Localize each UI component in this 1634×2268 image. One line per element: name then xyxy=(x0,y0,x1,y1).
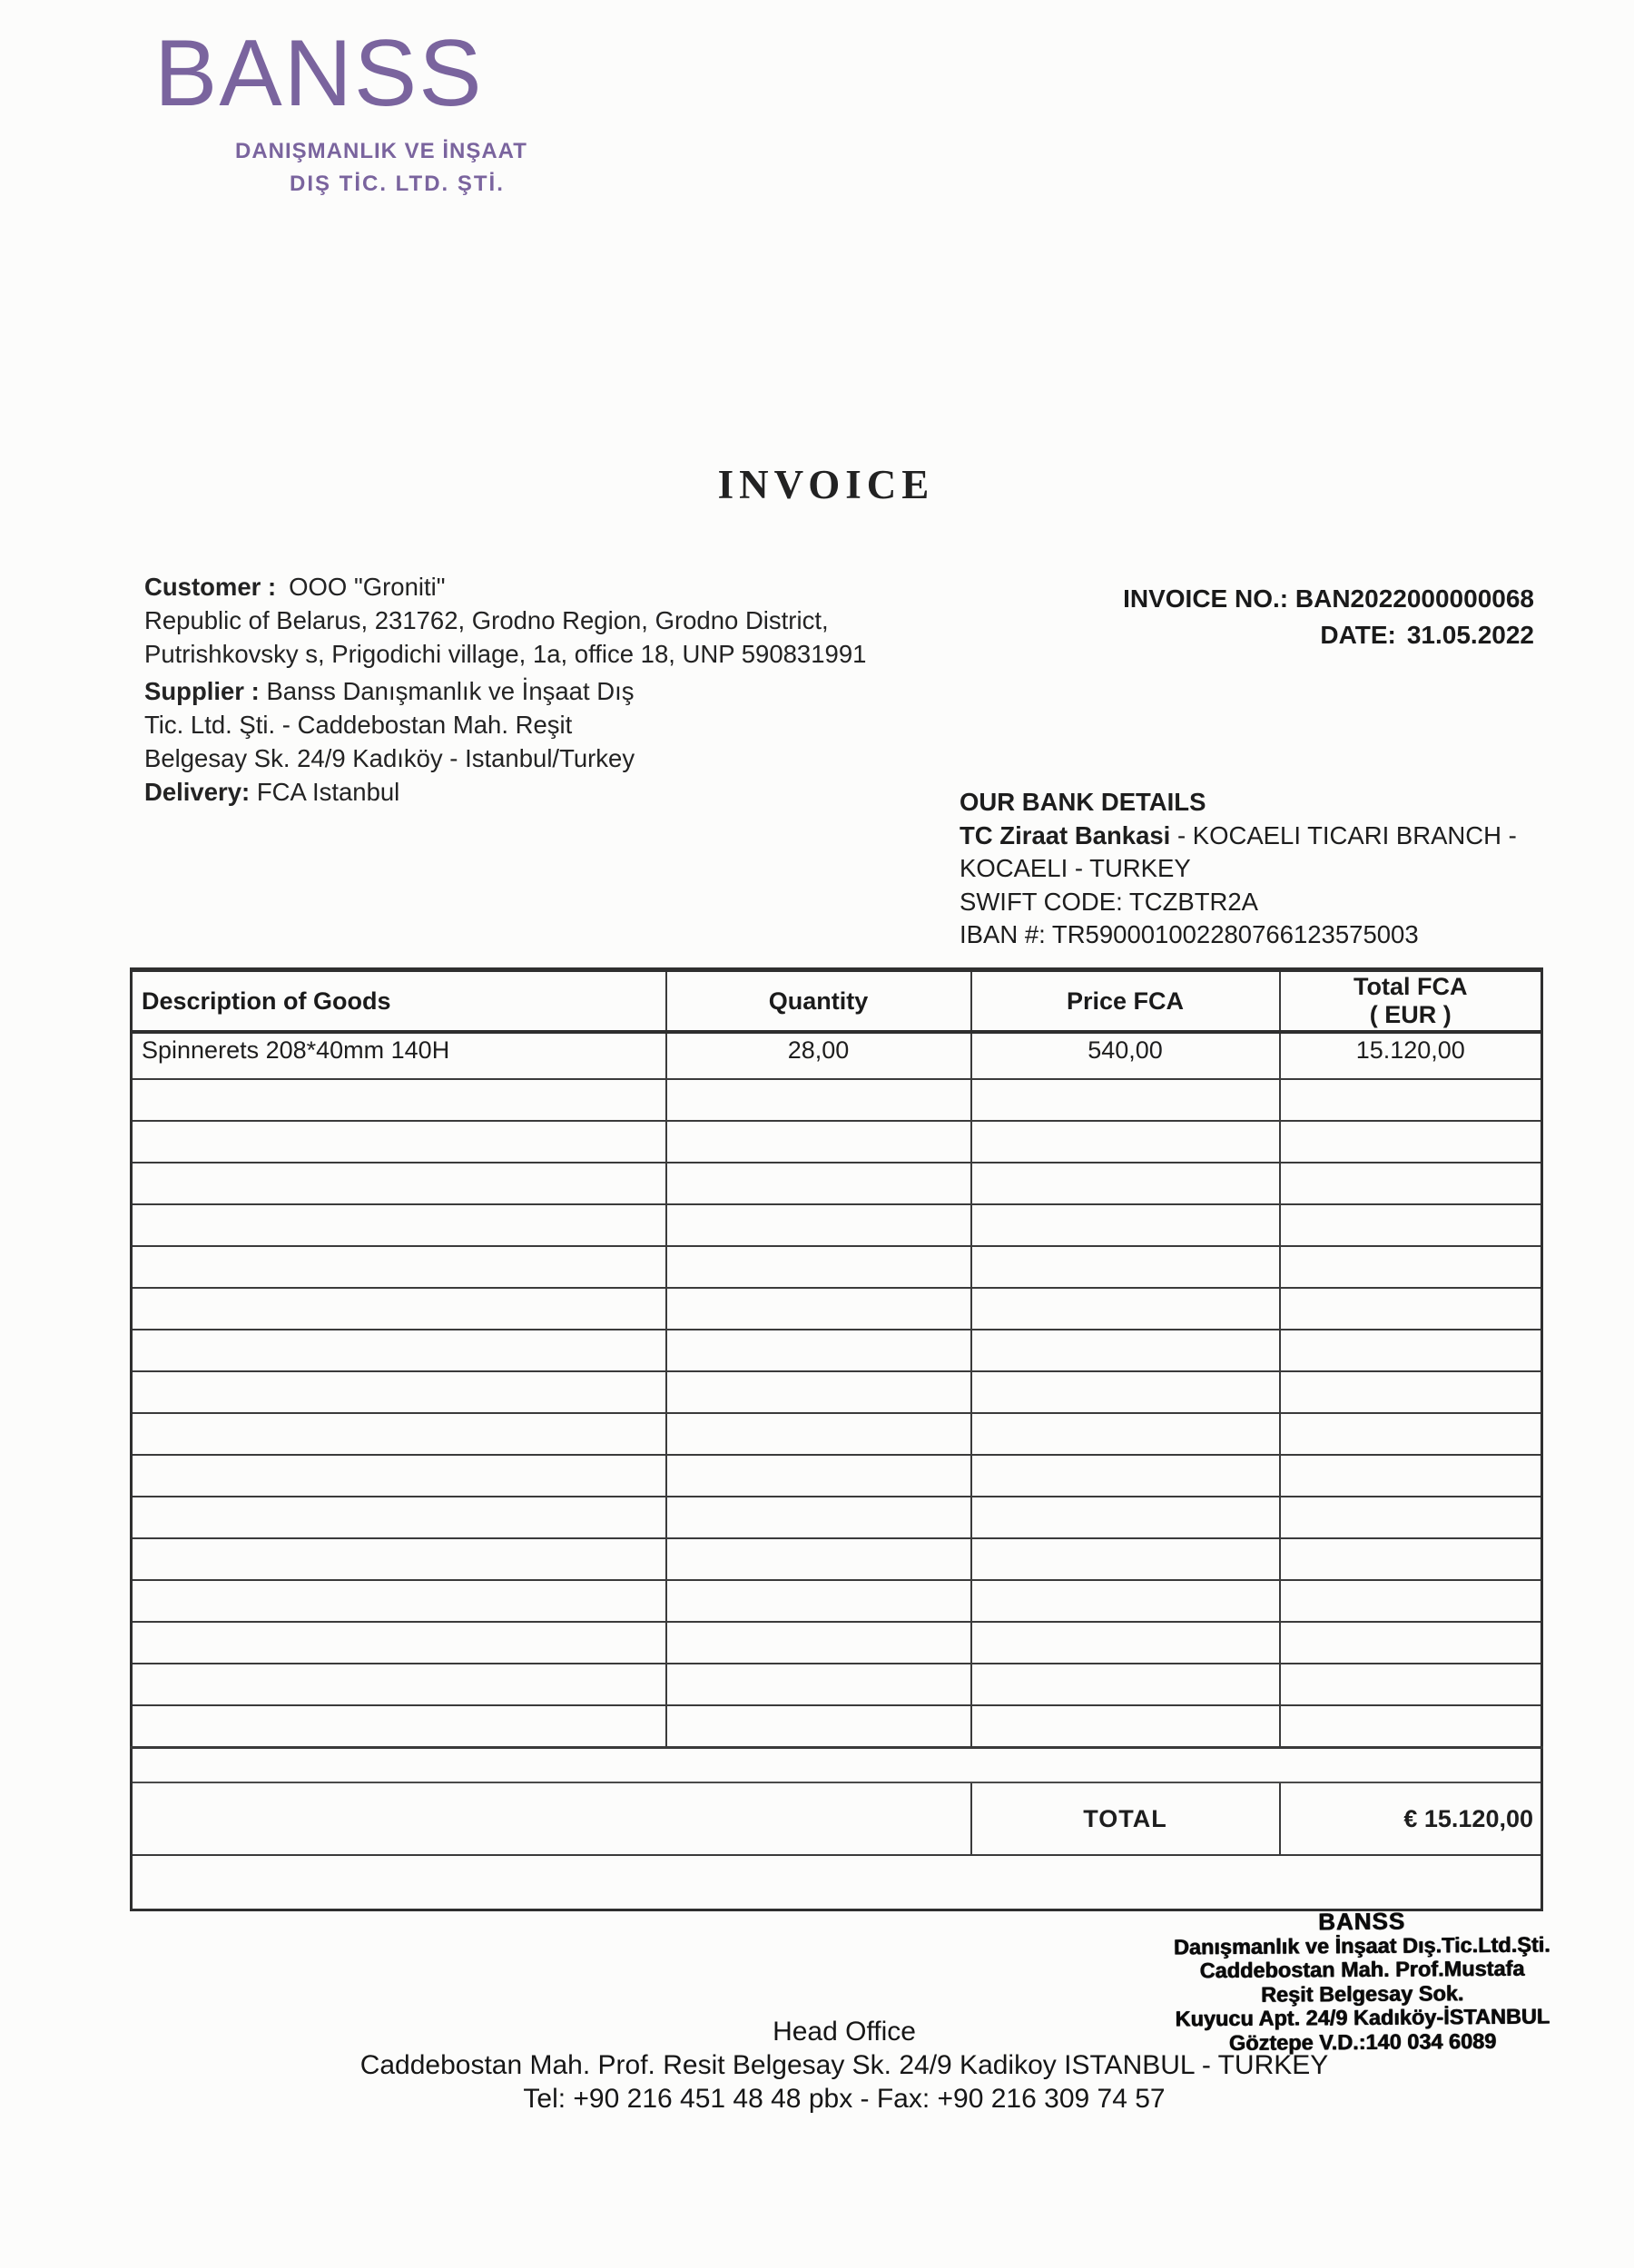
stamp-line: Caddebostan Mah. Prof.Mustafa xyxy=(1199,1956,1525,1983)
supplier-address-line2: Tic. Ltd. Şti. - Caddebostan Mah. Reşit xyxy=(144,711,573,739)
table-total-row xyxy=(132,1782,1542,1855)
table-empty-row xyxy=(132,1538,1542,1580)
bank-name: TC Ziraat Bankasi xyxy=(960,820,1171,849)
header-description: Description of Goods xyxy=(132,970,666,1033)
table-empty-cell xyxy=(666,1121,971,1163)
goods-quantity-cell: 28,00 xyxy=(666,1032,971,1079)
table-empty-cell xyxy=(132,1622,666,1664)
invoice-meta-block xyxy=(1123,581,1534,653)
table-empty-cell xyxy=(132,1246,666,1288)
goods-table xyxy=(130,967,1543,1911)
bank-name-line xyxy=(960,820,1517,853)
table-empty-cell xyxy=(1280,1538,1542,1580)
table-empty-cell xyxy=(132,1580,666,1622)
footer-address: Caddebostan Mah. Prof. Resit Belgesay Sk. 24/9 Kadikoy ISTANBUL - TURKEY xyxy=(359,2050,1329,2080)
footer-block xyxy=(27,2015,1634,2116)
bank-branch: - KOCAELI TICARI BRANCH - xyxy=(1170,820,1517,849)
table-empty-row xyxy=(132,1371,1542,1413)
bank-details-block xyxy=(960,786,1517,952)
goods-table-header xyxy=(132,970,1542,1033)
table-empty-cell xyxy=(666,1455,971,1497)
logo-subtitle-line2: DIŞ TİC. LTD. ŞTİ. xyxy=(290,172,505,196)
table-empty-cell xyxy=(666,1413,971,1455)
invoice-date-line xyxy=(1123,617,1534,653)
table-empty-row xyxy=(132,1288,1542,1330)
bank-swift-line: SWIFT CODE: TCZBTR2A xyxy=(960,887,1259,916)
total-value-cell: € 15.120,00 xyxy=(1280,1782,1542,1855)
supplier-address-line3: Belgesay Sk. 24/9 Kadıköy - Istanbul/Turkey xyxy=(144,744,635,772)
table-empty-cell xyxy=(1280,1204,1542,1246)
table-empty-cell xyxy=(666,1705,971,1748)
table-empty-cell xyxy=(1280,1455,1542,1497)
table-empty-cell xyxy=(132,1664,666,1705)
table-empty-row xyxy=(132,1705,1542,1748)
footer-title: Head Office xyxy=(773,2017,916,2047)
header-total-line2: ( EUR ) xyxy=(1369,1001,1452,1028)
table-empty-cell xyxy=(971,1079,1280,1121)
table-empty-cell xyxy=(1280,1163,1542,1204)
table-empty-row xyxy=(132,1079,1542,1121)
invoice-number-value: BAN2022000000068 xyxy=(1294,584,1534,613)
invoice-date-label: DATE: xyxy=(1320,621,1396,649)
invoice-number-line xyxy=(1123,581,1534,617)
table-empty-cell xyxy=(1280,1121,1542,1163)
table-empty-cell xyxy=(666,1664,971,1705)
bank-iban-line: IBAN #: TR590001002280766123575003 xyxy=(960,920,1419,948)
customer-label: Customer : xyxy=(144,573,277,601)
goods-price-cell: 540,00 xyxy=(971,1032,1280,1079)
supplier-line xyxy=(144,674,866,708)
footer-phone: Tel: +90 216 451 48 48 pbx - Fax: +90 216 309 74 57 xyxy=(523,2084,1166,2114)
table-empty-cell xyxy=(132,1455,666,1497)
table-empty-cell xyxy=(1280,1330,1542,1371)
table-empty-cell xyxy=(971,1705,1280,1748)
table-empty-cell xyxy=(971,1246,1280,1288)
invoice-date-value: 31.05.2022 xyxy=(1406,621,1534,649)
table-empty-cell xyxy=(666,1330,971,1371)
table-empty-row xyxy=(132,1204,1542,1246)
table-empty-cell xyxy=(971,1204,1280,1246)
spacer-cell xyxy=(132,1748,1542,1783)
table-empty-cell xyxy=(1280,1413,1542,1455)
table-empty-row xyxy=(132,1330,1542,1371)
table-empty-cell xyxy=(971,1538,1280,1580)
table-empty-row xyxy=(132,1580,1542,1622)
stamp-line: Kuyucu Apt. 24/9 Kadıköy-İSTANBUL xyxy=(1175,2004,1550,2031)
table-empty-cell xyxy=(971,1580,1280,1622)
table-empty-row xyxy=(132,1163,1542,1204)
table-empty-cell xyxy=(132,1538,666,1580)
header-price: Price FCA xyxy=(971,970,1280,1033)
table-empty-cell xyxy=(971,1371,1280,1413)
customer-name: OOO "Groniti" xyxy=(289,573,446,601)
table-empty-row xyxy=(132,1246,1542,1288)
invoice-number-label: INVOICE NO.: xyxy=(1123,584,1289,613)
table-empty-cell xyxy=(1280,1622,1542,1664)
header-quantity: Quantity xyxy=(666,970,971,1033)
table-empty-cell xyxy=(1280,1580,1542,1622)
table-empty-cell xyxy=(666,1288,971,1330)
table-empty-cell xyxy=(971,1497,1280,1538)
table-empty-cell xyxy=(132,1121,666,1163)
table-empty-cell xyxy=(132,1371,666,1413)
goods-total-cell: 15.120,00 xyxy=(1280,1032,1542,1079)
table-empty-cell xyxy=(666,1622,971,1664)
table-empty-cell xyxy=(132,1079,666,1121)
table-empty-row xyxy=(132,1664,1542,1705)
table-empty-cell xyxy=(666,1371,971,1413)
table-empty-cell xyxy=(666,1246,971,1288)
table-empty-cell xyxy=(1280,1246,1542,1288)
table-empty-cell xyxy=(132,1497,666,1538)
table-empty-cell xyxy=(971,1622,1280,1664)
total-empty-cell xyxy=(132,1782,971,1855)
total-label-cell: TOTAL xyxy=(971,1782,1280,1855)
table-empty-cell xyxy=(666,1538,971,1580)
bottom-cell xyxy=(132,1855,1542,1910)
table-empty-cell xyxy=(971,1163,1280,1204)
header-total-line1: Total FCA xyxy=(1353,973,1468,1000)
goods-table-body xyxy=(132,1032,1542,1910)
table-empty-cell xyxy=(1280,1288,1542,1330)
bank-city-line: KOCAELI - TURKEY xyxy=(960,854,1191,882)
table-empty-cell xyxy=(971,1413,1280,1455)
table-empty-cell xyxy=(132,1163,666,1204)
table-empty-cell xyxy=(132,1288,666,1330)
table-empty-cell xyxy=(1280,1497,1542,1538)
table-empty-cell xyxy=(1280,1079,1542,1121)
table-empty-cell xyxy=(971,1330,1280,1371)
table-empty-cell xyxy=(971,1288,1280,1330)
table-empty-cell xyxy=(132,1413,666,1455)
logo-subtitle-line1: DANIŞMANLIK VE İNŞAAT xyxy=(235,139,527,163)
goods-description-cell: Spinnerets 208*40mm 140H xyxy=(132,1032,666,1079)
table-empty-cell xyxy=(666,1497,971,1538)
supplier-label: Supplier : xyxy=(144,677,260,705)
table-empty-cell xyxy=(666,1580,971,1622)
customer-address-line1: Republic of Belarus, 231762, Grodno Region, Grodno District, xyxy=(144,606,829,634)
stamp-line: BANSS xyxy=(1317,1907,1406,1936)
table-bottom-row xyxy=(132,1855,1542,1910)
table-empty-cell xyxy=(1280,1664,1542,1705)
table-empty-cell xyxy=(1280,1705,1542,1748)
stamp-line: Göztepe V.D.:140 034 6089 xyxy=(1228,2028,1497,2055)
header-total xyxy=(1280,970,1542,1033)
table-empty-row xyxy=(132,1413,1542,1455)
table-empty-cell xyxy=(971,1121,1280,1163)
customer-line xyxy=(144,570,866,604)
table-empty-row xyxy=(132,1121,1542,1163)
table-empty-cell xyxy=(666,1079,971,1121)
bank-details-title: OUR BANK DETAILS xyxy=(960,788,1206,816)
party-info-block xyxy=(144,570,866,809)
table-empty-cell xyxy=(132,1705,666,1748)
table-empty-cell xyxy=(132,1330,666,1371)
table-empty-cell xyxy=(971,1664,1280,1705)
goods-row xyxy=(132,1032,1542,1079)
delivery-value: FCA Istanbul xyxy=(256,778,400,806)
delivery-line xyxy=(144,775,866,809)
delivery-label: Delivery: xyxy=(144,778,251,806)
table-empty-cell xyxy=(1280,1371,1542,1413)
supplier-name: Banss Danışmanlık ve İnşaat Dış xyxy=(266,677,635,705)
table-empty-cell xyxy=(666,1204,971,1246)
stamp-line: Danışmanlık ve İnşaat Dış.Tic.Ltd.Şti. xyxy=(1173,1932,1550,1959)
table-empty-row xyxy=(132,1455,1542,1497)
table-empty-cell xyxy=(971,1455,1280,1497)
table-empty-cell xyxy=(666,1163,971,1204)
customer-address-line2: Putrishkovsky s, Prigodichi village, 1a, office 18, UNP 590831991 xyxy=(144,640,867,668)
table-empty-row xyxy=(132,1622,1542,1664)
header-row xyxy=(132,970,1542,1033)
table-empty-cell xyxy=(132,1204,666,1246)
table-empty-row xyxy=(132,1497,1542,1538)
logo-brand-text: BANSS xyxy=(154,21,484,126)
table-spacer-row xyxy=(132,1748,1542,1783)
invoice-title: INVOICE xyxy=(717,462,935,507)
stamp-line: Reşit Belgesay Sok. xyxy=(1260,1980,1464,2007)
